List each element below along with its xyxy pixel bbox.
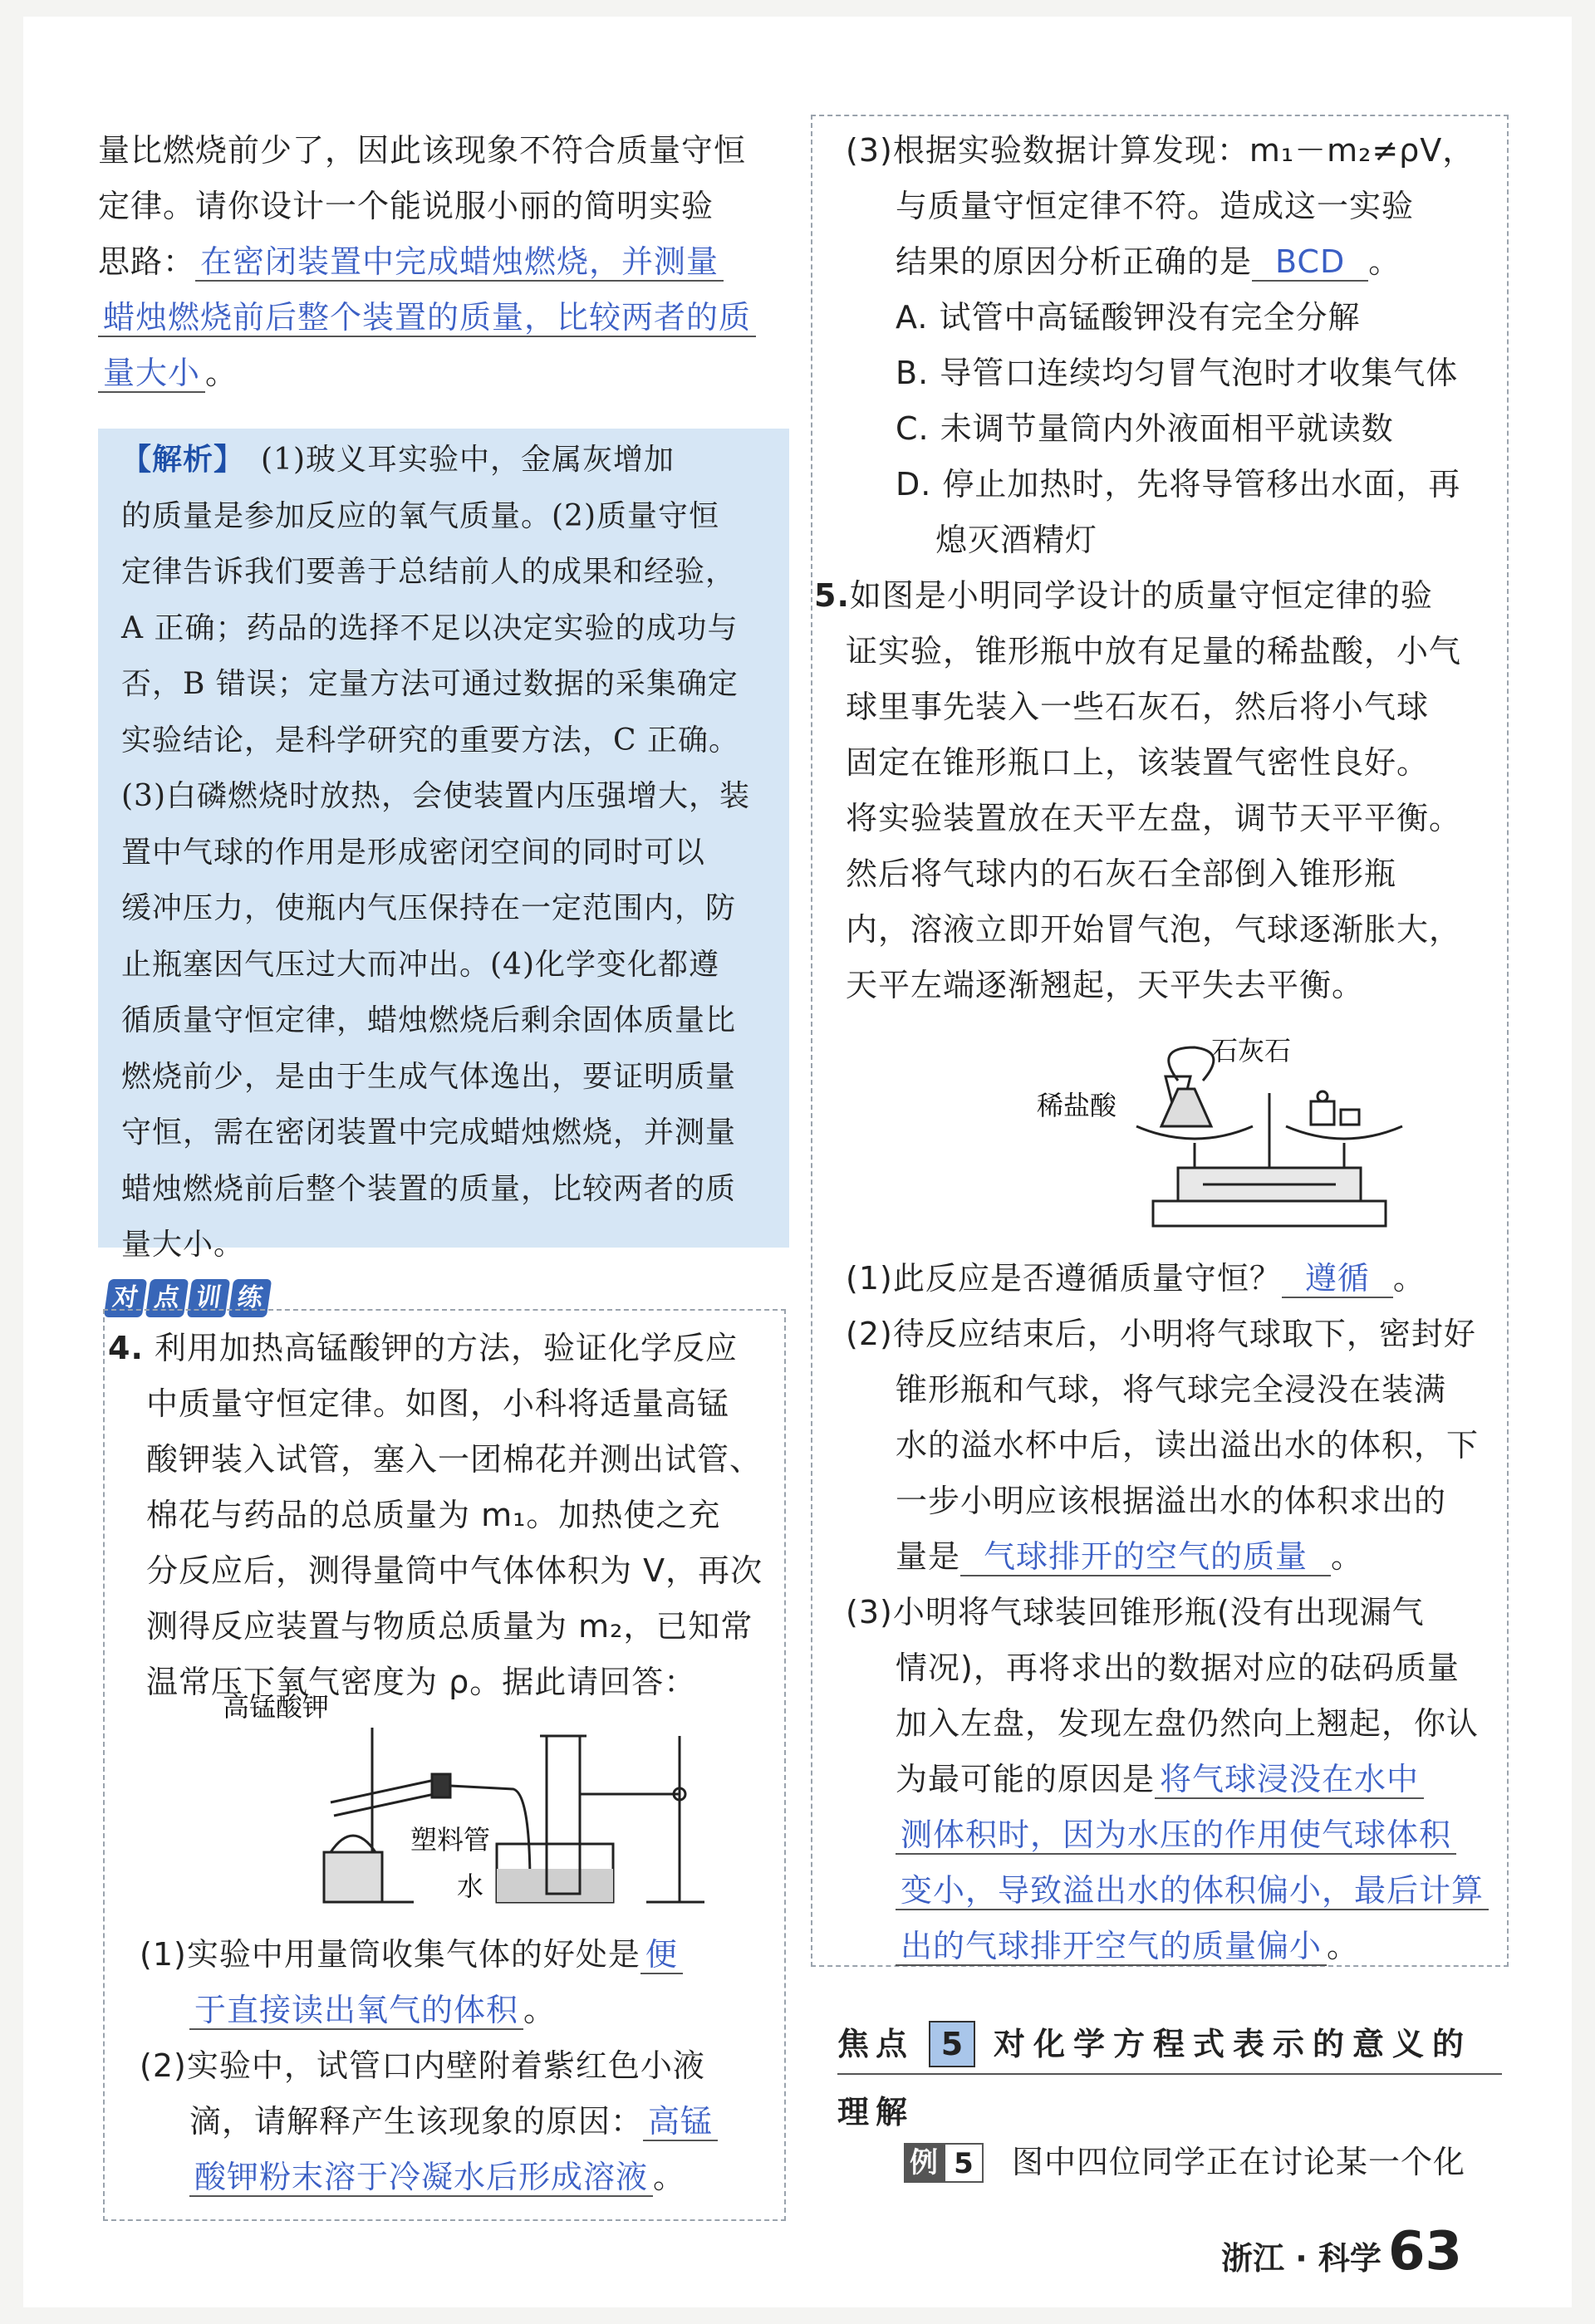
balance-drawing — [1128, 1043, 1411, 1234]
analysis-line: A 正确；药品的选择不足以决定实验的成功与 — [121, 610, 739, 645]
intro-line: 思路： 在密闭装置中完成蜡烛燃烧，并测量 — [98, 234, 789, 290]
badge-char: 练 — [228, 1279, 272, 1317]
analysis-line: 缓冲压力，使瓶内气压保持在一定范围内，防 — [121, 891, 737, 925]
question-number: 4. — [108, 1330, 144, 1366]
label-water: 水 — [457, 1870, 484, 1902]
q4-line: 分反应后，测得量筒中气体体积为 V，再次 — [146, 1552, 763, 1589]
q5-line: 固定在锥形瓶口上，该装置气密性良好。 — [846, 744, 1430, 781]
focus-title: 对化学方程式表示的意义的 — [994, 2026, 1473, 2062]
answer-blank: 酸钾粉末溶于冷凝水后形成溶液 — [189, 2159, 653, 2197]
example-number: 5 — [944, 2143, 984, 2183]
answer-blank: 量大小 — [98, 355, 205, 393]
q4-text: 4. 利用加热高锰酸钾的方法，验证化学反应 中质量守恒定律。如图，小科将适量高锰 酸钾装入试管，塞入一团棉花并测出试管、 棉花与药品的总质量为 m₁。加热使之充 分反应后，测得量筒中气体体积为 V，再次 测得反应装置与物质总质量为 m₂，已知常 温常压下氧气密度为 ρ。据此请回答： — [108, 1321, 779, 1710]
answer-blank: BCD — [1252, 243, 1368, 282]
label-dilute-hcl: 稀盐酸 — [1037, 1090, 1117, 1121]
analysis-line: 否，B 错误；定量方法可通过数据的采集确定 — [121, 667, 739, 701]
kmno4-apparatus-figure — [223, 1691, 713, 1919]
answer-blank: 气球排开的空气的质量 — [960, 1538, 1331, 1576]
analysis-line: (3)白磷燃烧时放热，会使装置内压强增大，装 — [121, 779, 750, 813]
page-footer — [1221, 2221, 1462, 2282]
answer-blank: 高锰 — [643, 2103, 718, 2141]
label-kmno4: 高锰酸钾 — [223, 1691, 330, 1723]
answer-blank: 于直接读出氧气的体积 — [189, 1992, 523, 2030]
intro-answer-line — [98, 290, 789, 346]
badge-char: 点 — [145, 1279, 189, 1317]
option-b: B. 导管口连续均匀冒气泡时才收集气体 — [896, 355, 1459, 391]
analysis-box — [98, 429, 789, 1262]
answer-blank: 便 — [640, 1936, 683, 1974]
answer-blank: 将气球浸没在水中 — [1155, 1761, 1424, 1799]
answer-blank: 在密闭装置中完成蜡烛燃烧，并测量 — [195, 243, 724, 282]
textbook-page — [23, 17, 1572, 2307]
q5-sub3-line: 情况)，再将求出的数据对应的砝码质量 — [896, 1650, 1460, 1686]
intro-answer-line: 量大小 。 — [98, 346, 789, 401]
focus-label: 焦点 — [837, 2026, 915, 2062]
q5-line: 内，溶液立即开始冒气泡，气球逐渐胀大， — [846, 911, 1462, 948]
q5-sub2-line: 水的溢水杯中后，读出溢出水的体积，下 — [896, 1427, 1480, 1464]
label-limestone: 石灰石 — [1211, 1035, 1292, 1066]
answer-blank: 蜡烛燃烧前后整个装置的质量，比较两者的质 — [98, 299, 756, 337]
balance-figure — [1037, 1035, 1502, 1234]
q5-line: 证实验，锥形瓶中放有足量的稀盐酸，小气 — [846, 633, 1462, 669]
q5-sub2-line: (2)待反应结束后，小明将气球取下，密封好 — [846, 1316, 1476, 1352]
q5-sub3-line: (3)小明将气球装回锥形瓶(没有出现漏气 — [846, 1594, 1425, 1630]
q4-part3: (3)根据实验数据计算发现：m₁－m₂≠ρV， 与质量守恒定律不符。造成这一实验 结果的原因分析正确的是 BCD 。 A. 试管中高锰酸钾没有完全分解 B. 导管口连续均匀冒气泡时才收集气体 C. 未调节量筒内外液面相平就读数 D. 停止加热时，先将导管移出水面，再 熄灭酒精灯 — [846, 123, 1510, 568]
analysis-line: 守恒，需在密闭装置中完成蜡烛燃烧，并测量 — [121, 1115, 737, 1150]
page-number: 63 — [1387, 2221, 1462, 2282]
q5-line: 然后将气球内的石灰石全部倒入锥形瓶 — [846, 856, 1397, 892]
example-text: 图中四位同学正在讨论某一个化 — [1012, 2144, 1466, 2180]
option-c: C. 未调节量筒内外液面相平就读数 — [896, 410, 1394, 447]
analysis-line: 循质量守恒定律，蜡烛燃烧后剩余固体质量比 — [121, 1003, 737, 1037]
q4-line: 测得反应装置与物质总质量为 m₂，已知常 — [146, 1608, 753, 1645]
analysis-line: 燃烧前少，是由于生成气体逸出，要证明质量 — [121, 1059, 737, 1094]
q5-sub3-line: 加入左盘，发现左盘仍然向上翘起，你认 — [896, 1705, 1480, 1742]
q4-line: 温常压下氧气密度为 ρ。据此请回答： — [146, 1664, 697, 1700]
analysis-line: 置中气球的作用是形成密闭空间的同时可以 — [121, 835, 706, 870]
q5-line: 天平左端逐渐翘起，天平失去平衡。 — [846, 967, 1365, 1003]
analysis-line: 量大小。 — [121, 1228, 245, 1262]
q5-sub2-line: 一步小明应该根据溢出水的体积求出的 — [896, 1483, 1447, 1519]
answer-blank: 测体积时，因为水压的作用使气球体积 — [896, 1817, 1456, 1855]
badge-char: 训 — [187, 1279, 230, 1317]
q4-line: 棉花与药品的总质量为 m₁。加热使之充 — [146, 1497, 721, 1533]
example-tag: 例 — [904, 2143, 944, 2183]
q4-line: 中质量守恒定律。如图，小科将适量高锰 — [146, 1385, 730, 1422]
analysis-line: 止瓶塞因气压过大而冲出。(4)化学变化都遵 — [121, 947, 719, 982]
intro-line: 定律。请你设计一个能说服小丽的简明实验 — [98, 188, 714, 224]
q5-line: 将实验装置放在天平左盘，调节天平平衡。 — [846, 800, 1462, 836]
focus-section-heading — [837, 2018, 1502, 2075]
analysis-line: 的质量是参加反应的氧气质量。(2)质量守恒 — [121, 498, 719, 533]
q4-sub2-line: (2)实验中，试管口内壁附着紫红色小液 — [140, 2047, 705, 2084]
analysis-line: 实验结论，是科学研究的重要方法，C 正确。 — [121, 723, 739, 758]
analysis-text: 【解析】 (1)玻义耳实验中，金属灰增加 的质量是参加反应的氧气质量。(2)质量守恒 定律告诉我们要善于总结前人的成果和经验， A 正确；药品的选择不足以决定实验的成功与 否，B 错误；定量方法可通过数据的采集确定 实验结论，是科学研究的重要方法，C 正确。 (3)白磷燃烧时放热，会使装置内压强增大，装 置中气球的作用是形成密闭空间的同时可以 缓冲压力，使瓶内气压保持在一定范围内，防 止瓶塞因气压过大而冲出。(4)化学变化都遵 循质量守恒定律，蜡烛燃烧后剩余固体质量比 燃烧前少，是由于生成气体逸出，要证明质量 守恒，需在密闭装置中完成蜡烛燃烧，并测量 蜡烛燃烧前后整个装置的质量，比较两者的质 量大小。 — [121, 432, 786, 1273]
q5-line: 球里事先装入一些石灰石，然后将小气球 — [846, 689, 1430, 725]
q5-subquestions: (1)此反应是否遵循质量守恒？ 遵循 。 (2)待反应结束后，小明将气球取下，密封好 锥形瓶和气球，将气球完全浸没在装满 水的溢水杯中后，读出溢出水的体积，下 一步小明应该根据溢出水的体积求出的 量是 气球排开的空气的质量 。 (3)小明将气球装回锥形瓶(没有出现漏气 情况)，再将求出的数据对应的砝码质量 加入左盘，发现左盘仍然向上翘起，你认 为最可能的原因是 将气球浸没在水中 测体积时，因为水压的作用使气球体积 变小，导致溢出水的体积偏小，最后计算 出的气球排开空气的质量偏小 。 — [846, 1251, 1510, 1974]
q4-subquestions: (1)实验中用量筒收集气体的好处是 便 于直接读出氧气的体积 。 (2)实验中，试管口内壁附着紫红色小液 滴，请解释产生该现象的原因： 高锰 酸钾粉末溶于冷凝水后形成溶液 。 — [140, 1927, 788, 2205]
analysis-line: 定律告诉我们要善于总结前人的成果和经验， — [121, 555, 737, 589]
focus-title-cont: 理解 — [837, 2094, 915, 2130]
left-column-intro — [98, 123, 789, 401]
label-plastic-tube: 塑料管 — [410, 1824, 491, 1856]
option-d: D. 停止加热时，先将导管移出水面，再 — [896, 466, 1461, 503]
q4-line: 酸钾装入试管，塞入一团棉花并测出试管、 — [146, 1441, 763, 1478]
footer-title: 浙江 · 科学 — [1221, 2240, 1382, 2277]
badge-char: 对 — [104, 1279, 147, 1317]
analysis-tag: 【解析】 — [121, 443, 245, 477]
focus-number: 5 — [929, 2021, 975, 2067]
example-badge — [904, 2143, 984, 2183]
q4-3-line: (3)根据实验数据计算发现：m₁－m₂≠ρV， — [846, 132, 1475, 169]
option-d-cont: 熄灭酒精灯 — [935, 522, 1098, 558]
q4-3-line: 与质量守恒定律不符。造成这一实验 — [896, 188, 1415, 224]
question-number: 5. — [814, 577, 850, 614]
option-a: A. 试管中高锰酸钾没有完全分解 — [896, 299, 1361, 336]
analysis-line: 蜡烛燃烧前后整个装置的质量，比较两者的质 — [121, 1171, 737, 1206]
answer-blank: 遵循 — [1282, 1260, 1393, 1298]
intro-line: 量比燃烧前少了，因此该现象不符合质量守恒 — [98, 132, 747, 169]
answer-blank: 出的气球排开空气的质量偏小 — [896, 1928, 1327, 1966]
q5-sub2-line: 锥形瓶和气球，将气球完全浸没在装满 — [896, 1371, 1447, 1408]
q5-text: 5.如图是小明同学设计的质量守恒定律的验 证实验，锥形瓶中放有足量的稀盐酸，小气 球里事先装入一些石灰石，然后将小气球 固定在锥形瓶口上，该装置气密性良好。 将实验装置放在天平左盘，调节天平平衡。 然后将气球内的石灰石全部倒入锥形瓶 内，溶液立即开始冒气泡，气球逐渐胀大， 天平左端逐渐翘起，天平失去平衡。 — [814, 568, 1504, 1013]
answer-blank: 变小，导致溢出水的体积偏小，最后计算 — [896, 1872, 1489, 1910]
